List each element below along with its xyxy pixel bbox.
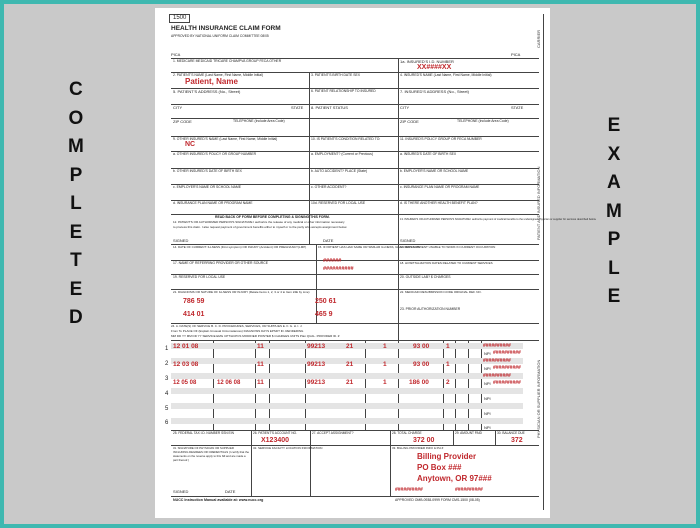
field-30-label: 30. BALANCE DUE <box>497 431 525 435</box>
line-number: 3 <box>165 376 169 382</box>
billing-po-value: PO Box ### <box>417 463 462 472</box>
line-2-provider: ########## <box>483 358 511 364</box>
npi-label: NPI <box>484 396 491 401</box>
form-title: HEALTH INSURANCE CLAIM FORM <box>171 25 281 32</box>
physician-info-label: PHYSICIAN OR SUPPLIER INFORMATION <box>536 359 541 438</box>
col-line <box>365 340 366 430</box>
field-16-label: 16. DATES PATIENT UNABLE TO WORK IN CURRENT OCCUPATION <box>400 245 496 249</box>
field-12-label-2: to process this claim. I also request payment of government benefits either to myself or to the party who accepts assignment below. <box>173 225 348 229</box>
state-value: NC <box>185 141 196 148</box>
line-2-pos: 11 <box>257 361 264 368</box>
example-letter: A <box>607 172 621 193</box>
col-line <box>251 430 252 496</box>
field-10c-label: c. OTHER ACCIDENT? <box>311 185 347 189</box>
example-letter: E <box>607 286 621 307</box>
patient-name-value: Patient, Name <box>185 77 238 86</box>
approved-line: APPROVED BY NATIONAL UNIFORM CLAIM COMMITTEE 08/05 <box>171 34 269 38</box>
billing-name-value: Billing Provider <box>417 452 477 461</box>
npi-label: NPI <box>484 411 491 416</box>
field-7-label: 7. INSURED'S ADDRESS (No., Street) <box>400 89 470 94</box>
zip-label: ZIP CODE <box>173 119 192 124</box>
date-label-bottom: DATE <box>225 489 236 494</box>
line-1-charge: 93 00 <box>413 343 430 350</box>
field-10a-label: a. EMPLOYMENT? (Current or Previous) <box>311 152 373 156</box>
col-line <box>481 340 482 430</box>
row-line <box>171 104 539 105</box>
line-2-provider-npi: ########## <box>493 365 521 371</box>
billing-city-value: Anytown, OR 97### <box>417 474 492 483</box>
completed-letter: E <box>69 278 83 300</box>
field-22-label: 22. MEDICAID RESUBMISSION CODE ORIGINAL REF. NO. <box>400 290 482 294</box>
field-10b-label: b. AUTO ACCIDENT? PLACE (State) <box>311 169 368 173</box>
line-3-to: 12 06 08 <box>217 380 241 386</box>
col-line <box>213 340 214 430</box>
pica-left: PICA <box>171 52 181 57</box>
zip-label-right: ZIP CODE <box>400 119 419 124</box>
state-label: STATE <box>291 105 304 110</box>
field-17-label: 17. NAME OF REFERRING PROVIDER OR OTHER SOURCE <box>173 261 268 265</box>
signed-label-bottom: SIGNED <box>173 489 189 494</box>
line-1-provider: ########## <box>483 343 511 349</box>
billing-npi-value: ########## <box>395 487 423 493</box>
field-20-label: 20. OUTSIDE LAB? $ CHARGES <box>400 275 451 279</box>
line-1-units: 1 <box>446 343 450 350</box>
col-line <box>269 340 270 430</box>
referring-qual-value: ###### <box>323 258 342 264</box>
service-stripe <box>171 418 523 424</box>
field-1a-label: 1a. INSURED'S I.D. NUMBER <box>400 59 454 64</box>
line-1-mod: 21 <box>346 343 354 350</box>
col-line <box>398 58 399 244</box>
example-vertical-label <box>606 112 622 312</box>
diagnosis-4: 465 9 <box>315 311 333 318</box>
field-2-label: 2. PATIENT'S NAME (Last Name, First Name, Middle Initial) <box>173 73 264 77</box>
field-24-sub2: MM DD YY MM DD YY SERVICE EMG CPT/HCPCS MODIFIER POINTER $ CHARGES UNITS Plan QUAL. PROVIDER ID. # <box>171 334 340 338</box>
completed-letter: D <box>69 307 83 328</box>
line-1-from: 12 01 08 <box>173 343 199 350</box>
col-line <box>453 430 454 445</box>
line-3-cpt: 99213 <box>307 379 326 386</box>
line-3-mod: 21 <box>346 379 354 386</box>
example-letter: M <box>606 200 622 222</box>
diagnosis-1: 786 59 <box>183 298 205 305</box>
col-line <box>390 430 391 496</box>
field-15-label: 15. IF PATIENT HAS HAD SAME OR SIMILAR ILLNESS, GIVE FIRST DATE <box>318 245 421 249</box>
line-2-from: 12 03 08 <box>173 361 199 368</box>
field-11b-label: b. EMPLOYER'S NAME OR SCHOOL NAME <box>400 169 469 173</box>
field-9-label: 9. OTHER INSURED'S NAME (Last Name, First Name, Middle Initial) <box>173 137 278 141</box>
section-arrow-line <box>543 14 544 510</box>
service-stripe <box>171 388 523 394</box>
field-10-label: 10. IS PATIENT'S CONDITION RELATED TO: <box>311 137 381 141</box>
example-letter: P <box>607 229 621 250</box>
account-no-value: X123400 <box>261 437 290 444</box>
pica-right: PICA <box>511 52 521 57</box>
line-3-provider-npi: ########## <box>493 380 521 386</box>
line-3-pos: 11 <box>257 379 264 386</box>
city-label-right: CITY <box>400 105 410 110</box>
col-line <box>468 340 469 430</box>
line-number: 1 <box>165 346 169 352</box>
field-11a-label: a. INSURED'S DATE OF BIRTH SEX <box>400 152 457 156</box>
field-23-label: 23. PRIOR AUTHORIZATION NUMBER <box>400 307 461 311</box>
field-8-label: 8. PATIENT STATUS <box>311 105 348 110</box>
line-1-provider-npi: ########## <box>493 350 521 356</box>
col-line <box>398 340 399 430</box>
read-back-note: READ BACK OF FORM BEFORE COMPLETING & SIGNING THIS FORM. <box>215 215 330 219</box>
line-1-pos: 11 <box>257 343 264 350</box>
insured-id-value: XX####XX <box>417 64 452 71</box>
line-1-cpt: 99213 <box>307 343 326 350</box>
completed-letter: E <box>69 221 83 243</box>
line-3-pointer: 1 <box>383 379 387 386</box>
line-3-from: 12 05 08 <box>173 380 197 386</box>
date-label: DATE <box>323 238 334 243</box>
completed-letter: M <box>68 136 84 157</box>
field-9b-label: b. OTHER INSURED'S DATE OF BIRTH SEX <box>173 169 242 173</box>
line-2-charge: 93 00 <box>413 361 430 368</box>
field-12-label: 12. PATIENT'S OR AUTHORIZED PERSON'S SIGNATURE I authorize the release of any medical or other information necessary <box>173 220 345 224</box>
line-2-cpt: 99213 <box>307 361 326 368</box>
example-letter: L <box>608 257 620 279</box>
line-1-pointer: 1 <box>383 343 387 350</box>
field-11c-label: c. INSURANCE PLAN NAME OR PROGRAM NAME <box>400 185 480 189</box>
footer-right: APPROVED OMB-0938-0999 FORM CMS-1500 (08-05) <box>395 498 480 502</box>
footer-left: NUCC Instruction Manual available at: www.nucc.org <box>173 498 264 502</box>
col-line <box>495 430 496 445</box>
col-line <box>305 340 306 430</box>
completed-letter: O <box>68 107 84 129</box>
field-19-label: 19. RESERVED FOR LOCAL USE <box>173 275 226 279</box>
referring-npi-value: ########## <box>323 266 354 272</box>
field-9c-label: c. EMPLOYER'S NAME OR SCHOOL NAME <box>173 185 241 189</box>
completed-vertical-label <box>68 76 84 333</box>
tel-label-right: TELEPHONE (Include Area Code) <box>457 119 509 123</box>
field-18-label: 18. HOSPITALIZATION DATES RELATED TO CURRENT SERVICES <box>400 261 493 265</box>
row-line <box>171 496 539 497</box>
field-24-sub: From To PLACE OF (Explain Unusual Circumstances) DIAGNOSIS DAYS EPSDT ID. RENDERING <box>171 329 304 333</box>
field-28-label: 28. TOTAL CHARGE <box>392 431 422 435</box>
field-14-label: 14. DATE OF CURRENT: ILLNESS (First symptom) OR INJURY (Accident) OR PREGNANCY(LMP) <box>173 245 307 249</box>
field-32-label: 32. SERVICE FACILITY LOCATION INFORMATION <box>253 446 323 450</box>
npi-label: NPI <box>484 366 491 371</box>
completed-letter: C <box>69 79 83 100</box>
signed-label-right: SIGNED <box>400 238 416 243</box>
field-21-label: 21. DIAGNOSIS OR NATURE OF ILLNESS OR INJURY (Relate Items 1, 2, 3 or 4 to Item 24E by Line) <box>173 290 310 294</box>
balance-due-value: 372 <box>511 437 523 444</box>
form-number-box: 1500 <box>169 14 190 23</box>
total-charge-value: 372 00 <box>413 437 435 444</box>
npi-label: NPI <box>484 351 491 356</box>
field-1-label: 1. MEDICARE MEDICAID TRICARE CHAMPVA GROUP FECA OTHER <box>173 59 282 63</box>
line-3-units: 2 <box>446 379 450 386</box>
field-31-label: 31. SIGNATURE OF PHYSICIAN OR SUPPLIER INCLUDING DEGREES OR CREDENTIALS (I certify that the statements on the reverse apply to this bill and are made a part thereof.) <box>173 446 249 462</box>
col-line <box>443 340 444 430</box>
claim-form-page <box>155 8 597 518</box>
field-11d-label: d. IS THERE ANOTHER HEALTH BENEFIT PLAN? <box>400 201 478 205</box>
city-label: CITY <box>173 105 183 110</box>
field-6-label: 6. PATIENT RELATIONSHIP TO INSURED <box>311 89 376 93</box>
line-2-pointer: 1 <box>383 361 387 368</box>
row-line <box>171 340 539 341</box>
completed-letter: P <box>69 164 83 186</box>
field-9a-label: a. OTHER INSURED'S POLICY OR GROUP NUMBER <box>173 152 257 156</box>
col-line <box>455 340 456 430</box>
diagnosis-2: 414 01 <box>183 311 205 318</box>
npi-label: NPI <box>484 425 491 430</box>
field-10d-label: 10d. RESERVED FOR LOCAL USE <box>311 201 366 205</box>
carrier-label: CARRIER <box>536 29 541 48</box>
example-letter: X <box>607 143 621 165</box>
line-number: 5 <box>165 406 169 412</box>
npi-label: NPI <box>484 381 491 386</box>
example-letter: E <box>607 115 621 136</box>
line-2-mod: 21 <box>346 361 354 368</box>
line-number: 6 <box>165 420 169 426</box>
line-number: 2 <box>165 361 169 367</box>
line-2-units: 1 <box>446 361 450 368</box>
col-line <box>255 340 256 430</box>
field-9d-label: d. INSURANCE PLAN NAME OR PROGRAM NAME <box>173 201 253 205</box>
col-line <box>398 244 399 340</box>
line-3-provider: ########## <box>483 373 511 379</box>
field-33-label: 33. BILLING PROVIDER INFO & PH # <box>392 446 444 450</box>
diagnosis-3: 250 61 <box>315 298 337 305</box>
row-line <box>171 274 539 275</box>
col-line <box>310 430 311 496</box>
completed-letter: T <box>70 250 82 271</box>
billing-other-id-value: ########## <box>455 487 483 493</box>
signed-label: SIGNED <box>173 238 189 243</box>
field-27-label: 27. ACCEPT ASSIGNMENT? <box>312 431 354 435</box>
tel-label: TELEPHONE (Include Area Code) <box>233 119 285 123</box>
field-4-label: 4. INSURED'S NAME (Last Name, First Name, Middle Initial) <box>400 73 492 77</box>
field-29-label: 29. AMOUNT PAID <box>455 431 482 435</box>
line-3-charge: 186 00 <box>409 379 429 386</box>
patient-info-label: PATIENT AND INSURED INFORMATION <box>536 166 541 240</box>
line-number: 4 <box>165 391 169 397</box>
field-13-label: 13. INSURED'S OR AUTHORIZED PERSON'S SIGNATURE I authorize payment of medical benefits to the undersigned physician or supplier for services described below. <box>400 218 597 221</box>
field-25-label: 25. FEDERAL TAX I.D. NUMBER SSN EIN <box>173 431 234 435</box>
field-11-label: 11. INSURED'S POLICY GROUP OR FECA NUMBER <box>400 137 482 141</box>
field-5-label: 5. PATIENT'S ADDRESS (No., Street) <box>173 89 241 94</box>
field-26-label: 26. PATIENT'S ACCOUNT NO. <box>253 431 297 435</box>
state-label-right: STATE <box>511 105 524 110</box>
field-24-label: 24. A. DATE(S) OF SERVICE B. C. D. PROCEDURES, SERVICES, OR SUPPLIES E. F. G. H. I. J. <box>171 324 303 328</box>
service-stripe <box>171 403 523 409</box>
completed-letter: L <box>70 193 82 214</box>
field-3-label: 3. PATIENT'S BIRTH DATE SEX <box>311 73 361 77</box>
